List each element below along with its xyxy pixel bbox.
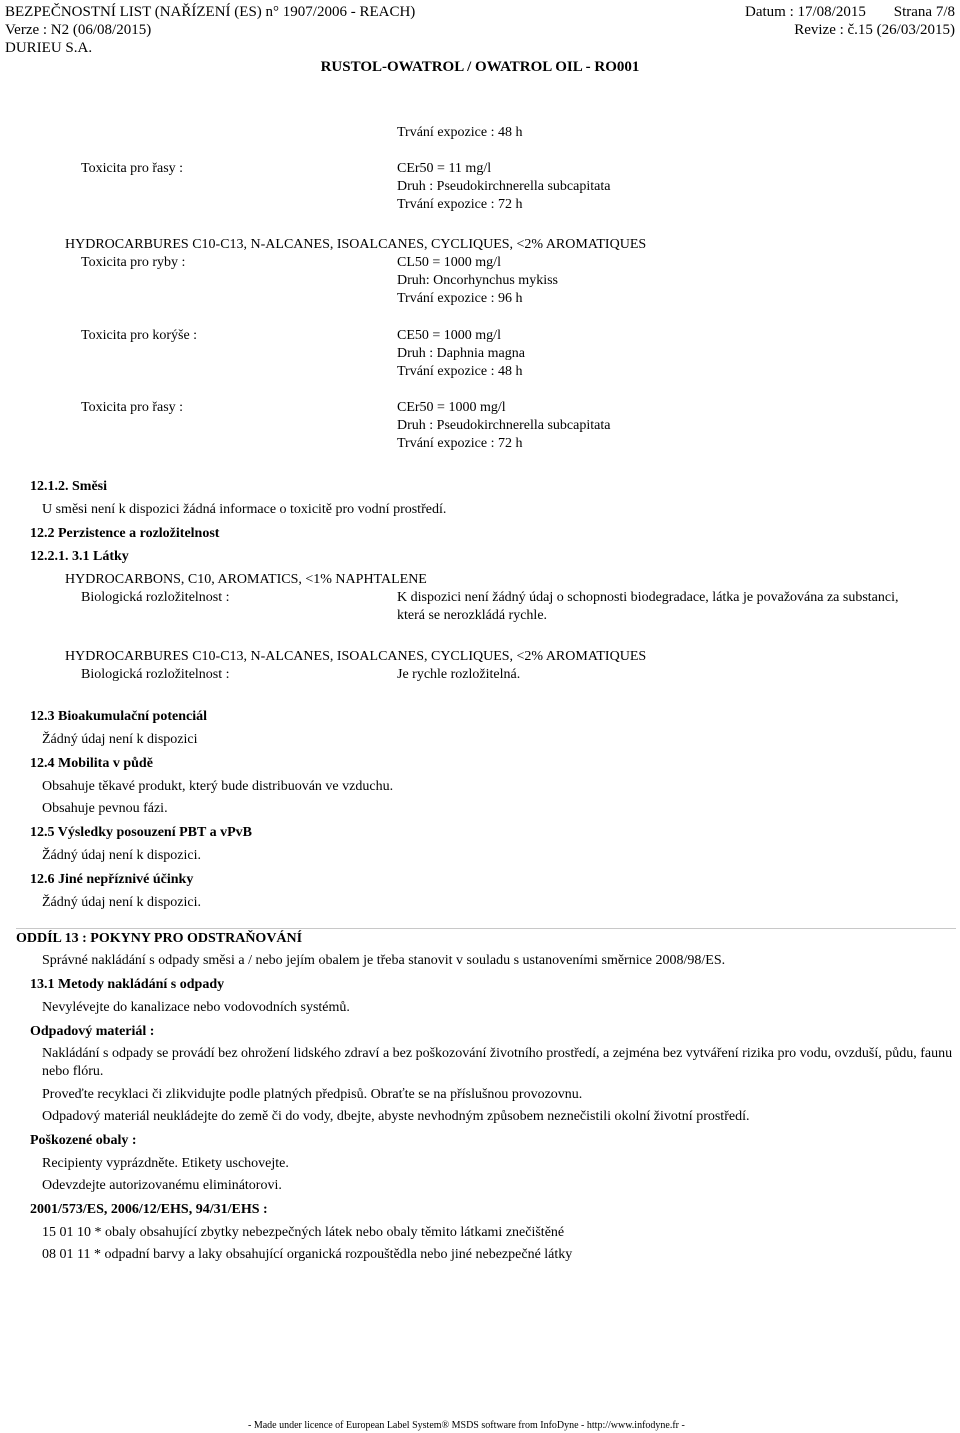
section-text: Recipienty vyprázdněte. Etikety uschovejte. [42, 1156, 289, 1171]
section-text: Žádný údaj není k dispozici [42, 732, 198, 747]
exposure-duration: Trvání expozice : 48 h [397, 125, 523, 140]
waste-material-heading: Odpadový materiál : [30, 1024, 155, 1039]
algae-toxicity-label: Toxicita pro řasy : [81, 161, 184, 176]
company-name: DURIEU S.A. [5, 40, 93, 56]
algae-toxicity-label: Toxicita pro řasy : [81, 400, 184, 415]
biodegradability-label: Biologická rozložitelnost : [81, 667, 230, 682]
document-revision: Revize : č.15 (26/03/2015) [794, 22, 955, 38]
section-text: Žádný údaj není k dispozici. [42, 848, 202, 863]
footer-text: - Made under licence of European Label System® MSDS software from InfoDyne - http://www.infodyne.fr - [248, 1420, 685, 1431]
section-text: Nakládání s odpady se provádí bez ohrožení lidského zdraví a bez poškozování životního prostředí, a zejména bez vytváření rizika pro vodu, ovzduší, půdu, faunu nebo flóru. [42, 1046, 953, 1079]
document-title: BEZPEČNOSTNÍ LIST (NAŘÍZENÍ (ES) n° 1907/2006 - REACH) [5, 4, 416, 20]
algae-species: Druh : Pseudokirchnerella subcapitata [397, 418, 611, 433]
section-text: Žádný údaj není k dispozici. [42, 895, 202, 910]
section-text: Proveďte recyklaci či zlikvidujte podle platných předpisů. Obraťte se na příslušnou provozovnu. [42, 1087, 583, 1102]
algae-exposure: Trvání expozice : 72 h [397, 197, 523, 212]
crustacean-species: Druh : Daphnia magna [397, 346, 525, 361]
subsection-heading: 12.2.1. 3.1 Látky [30, 549, 129, 564]
section-heading: 12.6 Jiné nepříznivé účinky [30, 872, 194, 887]
section-13-heading: ODDÍL 13 : POKYNY PRO ODSTRAŇOVÁNÍ [16, 931, 303, 946]
section-text: Obsahuje těkavé produkt, který bude distribuován ve vzduchu. [42, 779, 394, 794]
section-divider [16, 928, 956, 929]
section-text: Odevzdejte autorizovanému eliminátorovi. [42, 1178, 282, 1193]
algae-exposure: Trvání expozice : 72 h [397, 436, 523, 451]
fish-exposure: Trvání expozice : 96 h [397, 291, 523, 306]
substance-name: HYDROCARBURES C10-C13, N-ALCANES, ISOALCANES, CYCLIQUES, <2% AROMATIQUES [65, 237, 647, 252]
waste-code: 08 01 11 * odpadní barvy a laky obsahující organická rozpouštědla nebo jiné nebezpečné látky [42, 1247, 573, 1262]
algae-toxicity-value: CEr50 = 1000 mg/l [397, 400, 506, 415]
algae-toxicity-value: CEr50 = 11 mg/l [397, 161, 492, 176]
waste-code: 15 01 10 * obaly obsahující zbytky nebezpečných látek nebo obaly těmito látkami znečištěné [42, 1225, 565, 1240]
section-heading: 12.5 Výsledky posouzení PBT a vPvB [30, 825, 252, 840]
substance-name: HYDROCARBONS, C10, AROMATICS, <1% NAPHTALENE [65, 572, 427, 587]
fish-toxicity-value: CL50 = 1000 mg/l [397, 255, 501, 270]
biodegradability-label: Biologická rozložitelnost : [81, 590, 230, 605]
biodegradability-value: Je rychle rozložitelná. [397, 667, 521, 682]
section-heading: 13.1 Metody nakládání s odpady [30, 977, 225, 992]
document-version: Verze : N2 (06/08/2015) [5, 22, 152, 38]
substance-name: HYDROCARBURES C10-C13, N-ALCANES, ISOALCANES, CYCLIQUES, <2% AROMATIQUES [65, 649, 647, 664]
damaged-packaging-heading: Poškozené obaly : [30, 1133, 137, 1148]
section-text: Správné nakládání s odpady směsi a / nebo jejím obalem je třeba stanovit v souladu s ustanoveními směrnice 2008/98/ES. [42, 953, 726, 968]
crustacean-toxicity-label: Toxicita pro korýše : [81, 328, 198, 343]
page-number: Strana 7/8 [893, 4, 955, 20]
section-heading: 12.4 Mobilita v půdě [30, 756, 153, 771]
section-text: Odpadový materiál neukládejte do země či do vody, dbejte, abyste nevhodným způsobem neznečistili okolní životní prostředí. [42, 1109, 750, 1124]
crustacean-exposure: Trvání expozice : 48 h [397, 364, 523, 379]
document-date: Datum : 17/08/2015 [745, 4, 866, 20]
fish-toxicity-label: Toxicita pro ryby : [81, 255, 186, 270]
waste-codes-heading: 2001/573/ES, 2006/12/EHS, 94/31/EHS : [30, 1202, 268, 1217]
crustacean-toxicity-value: CE50 = 1000 mg/l [397, 328, 501, 343]
section-heading: 12.3 Bioakumulační potenciál [30, 709, 207, 724]
section-text: Nevylévejte do kanalizace nebo vodovodních systémů. [42, 1000, 350, 1015]
product-name: RUSTOL-OWATROL / OWATROL OIL - RO001 [320, 59, 640, 75]
biodegradability-value: K dispozici není žádný údaj o schopnosti biodegradace, látka je považována za substanci, která se nerozkládá rychle. [397, 590, 899, 623]
section-text: U směsi není k dispozici žádná informace o toxicitě pro vodní prostředí. [42, 502, 447, 517]
algae-species: Druh : Pseudokirchnerella subcapitata [397, 179, 611, 194]
section-text: Obsahuje pevnou fázi. [42, 801, 168, 816]
section-heading: 12.1.2. Směsi [30, 479, 107, 494]
section-heading: 12.2 Perzistence a rozložitelnost [30, 526, 220, 541]
fish-species: Druh: Oncorhynchus mykiss [397, 273, 558, 288]
